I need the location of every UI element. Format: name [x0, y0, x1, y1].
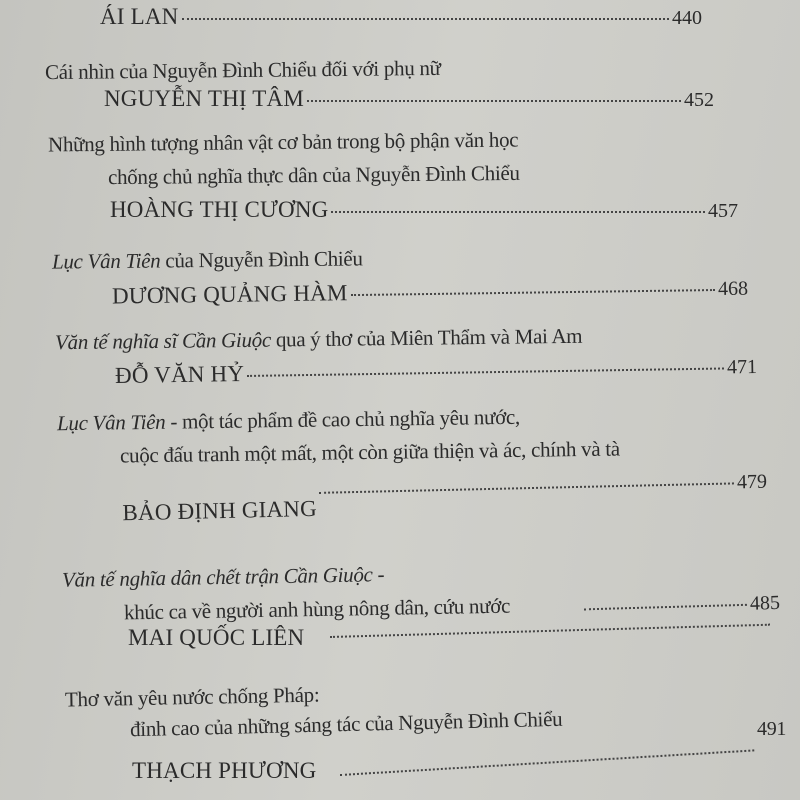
author-name: ĐỖ VĂN HỶ	[114, 361, 245, 389]
toc-entry-title[interactable]: Cái nhìn của Nguyễn Đình Chiểu đối với phụ nữ	[44, 55, 441, 85]
toc-entry-author-row[interactable]	[122, 468, 768, 526]
dot-leader	[584, 604, 747, 611]
dot-leader	[182, 18, 670, 20]
toc-entry-title[interactable]	[55, 324, 583, 355]
toc-entry-title[interactable]	[62, 562, 385, 593]
toc-entry-title-line2: cuộc đấu tranh một mất, một còn giữa thiện và ác, chính và tà	[119, 436, 620, 468]
work-title-italic: Lục Vân Tiên	[56, 409, 166, 436]
work-title-italic: Văn tế nghĩa sĩ Cần Giuộc	[54, 327, 272, 355]
dot-leader	[320, 482, 734, 493]
dot-leader	[351, 289, 715, 296]
author-name: MAI QUỐC LIÊN	[128, 625, 305, 650]
toc-entry-title[interactable]: Thơ văn yêu nước chống Pháp:	[64, 682, 320, 712]
title-rest: qua ý thơ của Miên Thẩm và Mai Am	[270, 323, 583, 352]
page-number: 457	[708, 200, 738, 222]
dot-leader	[340, 749, 754, 776]
page-number: 491	[757, 718, 787, 740]
toc-entry-author-row[interactable]	[100, 4, 702, 30]
work-title-italic: Lục Vân Tiên	[51, 248, 161, 274]
page-number: 479	[736, 470, 768, 494]
work-title-italic: Văn tế nghĩa dân chết trận Cần Giuộc -	[61, 562, 385, 592]
author-name: THẠCH PHƯƠNG	[132, 758, 317, 783]
toc-entry-author-row[interactable]	[115, 353, 757, 389]
dot-leader	[331, 211, 705, 213]
toc-entry-author-row[interactable]	[104, 86, 714, 112]
page-number: 452	[684, 89, 714, 111]
dot-leader	[247, 367, 724, 376]
toc-entry-title-line2: chống chủ nghĩa thực dân của Nguyễn Đình Chiểu	[107, 160, 520, 190]
toc-entry-title-line2: đỉnh cao của những sáng tác của Nguyễn Đình Chiểu	[129, 706, 563, 742]
toc-entry-title-line2: khúc ca về người anh hùng nông dân, cứu nước	[123, 593, 511, 625]
author-name: BẢO ĐỊNH GIANG	[122, 495, 318, 526]
toc-entry-title[interactable]	[52, 246, 363, 274]
toc-entry-author-row[interactable]	[110, 197, 738, 223]
page-number: 485	[749, 591, 781, 615]
page-number: 440	[672, 7, 702, 29]
toc-entry-title[interactable]: Những hình tượng nhân vật cơ bản trong bộ phận văn học	[47, 127, 519, 157]
dot-leader	[330, 624, 770, 638]
title-rest: của Nguyễn Đình Chiểu	[160, 246, 363, 273]
title-rest: - một tác phẩm đề cao chủ nghĩa yêu nước,	[165, 404, 521, 434]
author-name: ÁI LAN	[100, 4, 179, 29]
toc-entry-author-row[interactable]	[112, 275, 748, 310]
author-name: HOÀNG THỊ CƯƠNG	[110, 197, 329, 222]
author-name: DƯƠNG QUẢNG HÀM	[111, 280, 348, 309]
page-number: 471	[726, 355, 758, 379]
page-number: 468	[717, 277, 749, 300]
author-name: NGUYỄN THỊ TÂM	[104, 86, 304, 111]
dot-leader	[307, 100, 681, 102]
toc-entry-title[interactable]	[57, 405, 520, 436]
